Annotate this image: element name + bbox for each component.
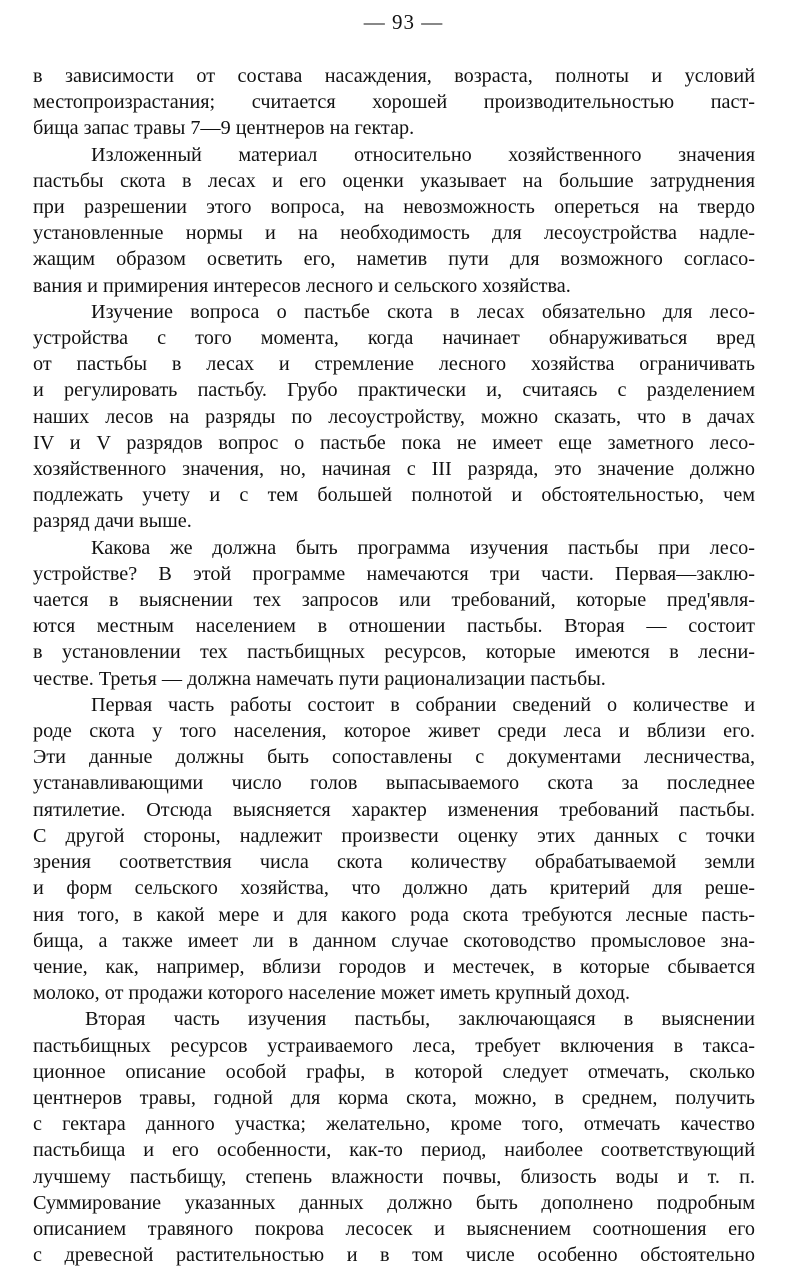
text-line: Изложенный материал относительно хозяйственного значения [91,143,755,166]
text-line: в установлении тех пастьбищных ресурсов, которые имеются в лесни- [33,641,755,664]
text-line: устройства с того момента, когда начинает обнаруживаться вред [33,327,755,350]
text-line: в зависимости от состава насаждения, возраста, полноты и условий [33,65,755,87]
text-line: чается в выяснении тех запросов или требований, которые пред'явля- [33,589,755,612]
text-line: зрения соответствия числа скота количеству обрабатываемой земли [33,851,755,874]
text-line: бища запас травы 7—9 центнеров на гектар. [33,117,415,140]
paragraph [33,299,755,535]
text-line: IV и V разрядов вопрос о пастьбе пока не имеет еще заметного лесо- [33,431,755,454]
text-line: Изучение вопроса о пастьбе скота в лесах обязательно для лесо- [91,300,755,323]
text-line: пастьбищных ресурсов устраиваемого леса, требует включения в такса- [33,1034,755,1057]
text-line: разряд дачи выше. [33,510,192,533]
body-text [33,63,755,1268]
paragraph [33,1006,755,1268]
text-line: чение, как, например, вблизи городов и местечек, в которые сбывается [33,955,755,978]
paragraph [33,63,755,142]
text-line: честве. Третья — должна намечать пути рационализации пастьбы. [33,667,606,690]
text-line: Какова же должна быть программа изучения пастьбы при лесо- [91,536,755,559]
text-line: молоко, от продажи которого население может иметь крупный доход. [33,982,631,1005]
text-line: Вторая часть изучения пастьбы, заключающаяся в выяснении [85,1008,755,1031]
text-line: с древесной растительностью и в том числе особенно обстоятельно [33,1244,755,1267]
text-line: и регулировать пастьбу. Грубо практически и, считаясь с разделением [33,379,755,402]
text-line: устанавливающими число голов выпасываемого скота за последнее [33,772,755,795]
text-line: с гектара данного участка; желательно, кроме того, отмечать качество [33,1113,755,1136]
text-line: устройстве? В этой программе намечаются три части. Первая—заклю- [33,562,755,585]
text-line: Эти данные должны быть сопоставлены с документами лесничества, [33,746,755,769]
text-line: Первая часть работы состоит в собрании сведений о количестве и [91,693,755,716]
text-line: ются местным населением в отношении пастьбы. Вторая — состоит [33,615,755,638]
text-line: подлежать учету и с тем большей полнотой и обстоятельностью, чем [33,484,755,507]
text-line: ния того, в какой мере и для какого рода скота требуются лесные пасть- [33,903,755,926]
text-line: и форм сельского хозяйства, что должно дать критерий для реше- [33,877,755,900]
text-line: описанием травяного покрова лесосек и выяснением соотношения его [33,1217,755,1240]
text-line: Суммирование указанных данных должно быть дополнено подробным [33,1191,755,1214]
text-line: роде скота у того населения, которое живет среди леса и вблизи его. [33,720,755,743]
paragraph [33,535,755,692]
text-line: бища, а также имеет ли в данном случае скотоводство промысловое зна- [33,929,755,952]
text-line: установленные нормы и на необходимость для лесоустройства надле- [33,222,755,245]
text-line: жащим образом осветить его, наметив пути для возможного согласо- [33,248,755,271]
text-line: пастьбища и его особенности, как-то период, наиболее соответствующий [33,1139,755,1162]
text-line: хозяйственного значения, но, начиная с III разряда, это значение должно [33,458,755,481]
text-line: местопроизрастания; считается хорошей производительностью паст- [33,91,755,114]
text-line: лучшему пастьбищу, степень влажности почвы, близость воды и т. п. [33,1165,755,1188]
text-line: С другой стороны, надлежит произвести оценку этих данных с точки [33,824,755,847]
text-line: пастьбы скота в лесах и его оценки указывает на большие затруднения [33,169,755,192]
text-line: от пастьбы в лесах и стремление лесного хозяйства ограничивать [33,353,755,376]
page-number: — 93 — [363,10,444,34]
text-line: наших лесов на разряды по лесоустройству, можно сказать, что в дачах [33,405,755,428]
text-line: ционное описание особой графы, в которой следует отмечать, сколько [33,1060,755,1083]
text-line: вания и примирения интересов лесного и сельского хозяйства. [33,274,571,297]
paragraph [33,142,755,299]
text-line: центнеров травы, годной для корма скота, можно, в среднем, получить [33,1086,755,1109]
text-line: пятилетие. Отсюда выясняется характер изменения требований пастьбы. [33,798,755,821]
paragraph [33,692,755,1006]
text-line: при разрешении этого вопроса, на невозможность опереться на твердо [33,196,755,219]
